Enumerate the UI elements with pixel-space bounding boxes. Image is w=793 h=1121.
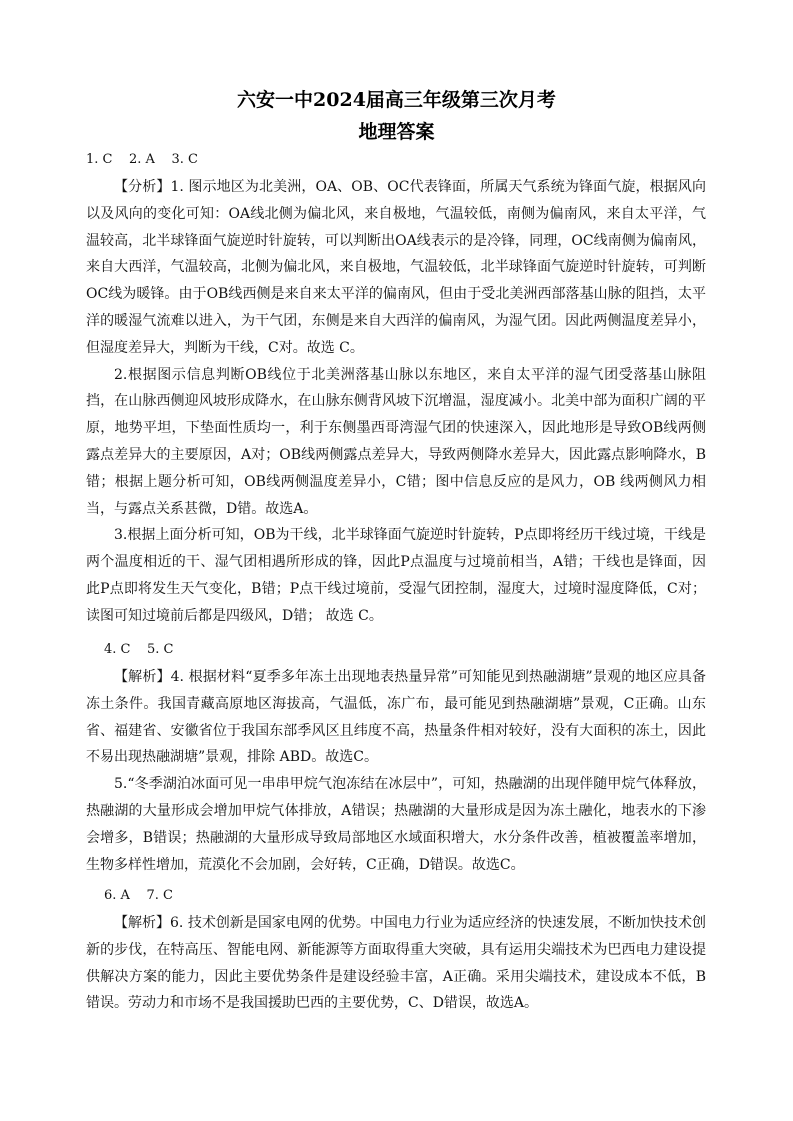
answer-section-q1-3: [86, 150, 706, 630]
answer-key-line: 1. C 2. A 3. C: [86, 152, 198, 167]
explanation-paragraph: 【解析】4. 根据材料“夏季多年冻土出现地表热量异常”可知能见到热融湖塘”景观的地区应具备冻土条件。我国青藏高原地区海拔高，气温低，冻广布，最可能见到热融湖塘”景观，C正确。山东省、福建省、安徽省位于我国东部季风区且纬度不高，热量条件相对较好，没有大面积的冻土，因此不易出现热融湖塘”景观，排除 ABD。故选C。: [86, 669, 706, 766]
explanation-paragraph: 3.根据上面分析可知，OB为干线，北半球锋面气旋逆时针旋转，P点即将经历干线过境，干线是两个温度相近的干、湿气团相遇所形成的锋，因此P点温度与过境前相当，A错；干线也是锋面，因此P点即将发生天气变化，B错；P点干线过境前，受湿气团控制，湿度大，过境时湿度降低，C对；读图可知过境前后都是四级风，D错； 故选 C。: [86, 527, 706, 624]
answer-section-q6-7: [86, 886, 706, 1017]
page-title: 六安一中2024届高三年级第三次月考: [237, 89, 556, 111]
answer-key-line: 6. A 7. C: [104, 888, 173, 903]
explanation-paragraph: 【解析】6. 技术创新是国家电网的优势。中国电力行业为适应经济的快速发展，不断加快技术创新的步伐，在特高压、智能电网、新能源等方面取得重大突破，具有运用尖端技术为巴西电力建设提供解决方案的能力，因此主要优势条件是建设经验丰富，A正确。采用尖端技术，建设成本不低，B错误。劳动力和市场不是我国援助巴西的主要优势，C、D错误，故选A。: [86, 915, 706, 1012]
explanation-paragraph: 5.“冬季湖泊冰面可见一串串甲烷气泡冻结在冰层中”，可知，热融湖的出现伴随甲烷气体释放，热融湖的大量形成会增加甲烷气体排放，A错误；热融湖的大量形成是因为冻土融化，地表水的下渗会增多，B错误；热融湖的大量形成导致局部地区水域面积增大，水分条件改善，植被覆盖率增加，生物多样性增加，荒漠化不会加剧，会好转，C正确，D错误。故选C。: [86, 776, 706, 873]
answer-section-q4-5: [86, 640, 706, 878]
explanation-paragraph: 2.根据图示信息判断OB线位于北美洲落基山脉以东地区，来自太平洋的湿气团受落基山脉阻挡，在山脉西侧迎风坡形成降水，在山脉东侧背风坡下沉增温，湿度减小。北美中部为面积广阔的平原，地势平坦，下垫面性质均一，利于东侧墨西哥湾湿气团的快速深入，因此地形是导致OB线两侧露点差异大的主要原因，A对；OB线两侧露点差异大，导致两侧降水差异大，因此露点影响降水，B错；根据上题分析可知，OB线两侧温度差异小，C错；图中信息反应的是风力，OB 线两侧风力相当，与露点关系甚微，D错。故选A。: [86, 366, 706, 517]
explanation-paragraph: 【分析】1. 图示地区为北美洲，OA、OB、OC代表锋面，所属天气系统为锋面气旋，根据风向以及风向的变化可知：OA线北侧为偏北风，来自极地，气温较低，南侧为偏南风，来自太平洋，气温较高，北半球锋面气旋逆时针旋转，可以判断出OA线表示的是冷锋，同理，OC线南侧为偏南风，来自大西洋，气温较高，北侧为偏北风，来自极地，气温较低，北半球锋面气旋逆时针旋转，可判断OC线为暖锋。由于OB线西侧是来自来太平洋的偏南风，但由于受北美洲西部落基山脉的阻挡，太平洋的暖湿气流难以进入，为干气团，东侧是来自大西洋的偏南风，为湿气团。因此两侧温度差异小，但湿度差异大，判断为干线，C对。故选 C。: [86, 179, 706, 356]
answer-key-line: 4. C 5. C: [104, 642, 174, 657]
page-subtitle: 地理答案: [358, 121, 435, 143]
